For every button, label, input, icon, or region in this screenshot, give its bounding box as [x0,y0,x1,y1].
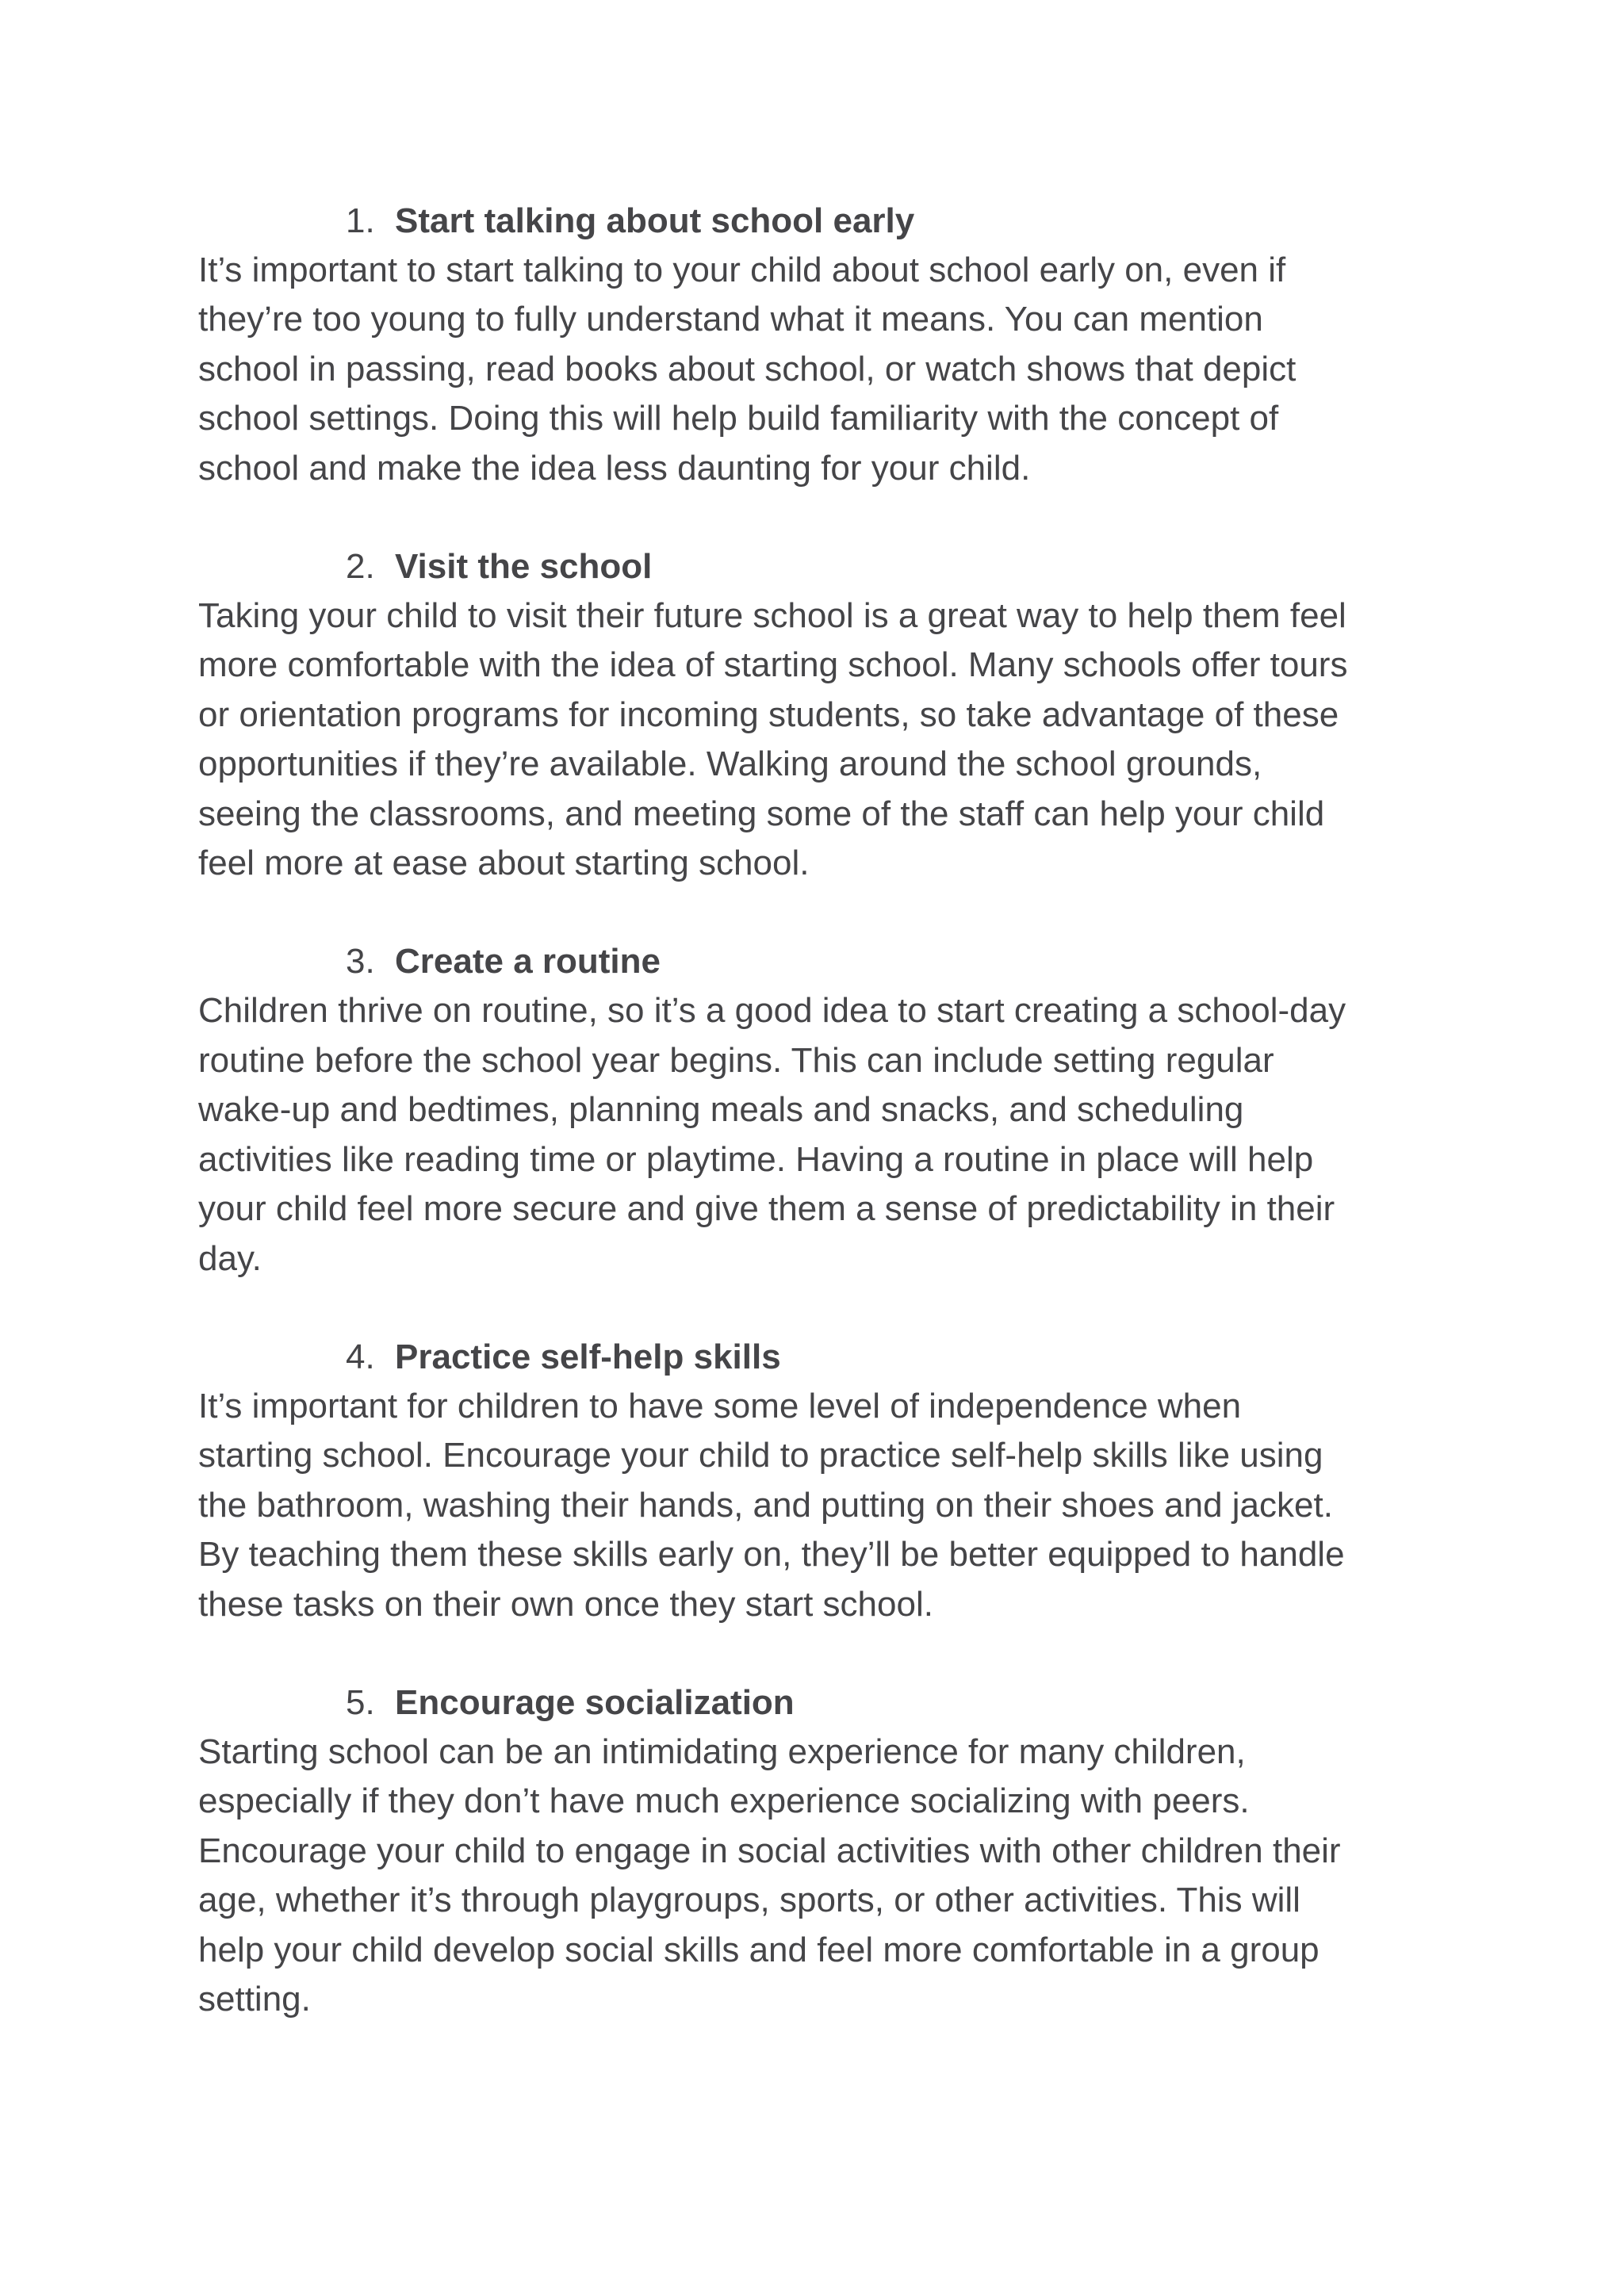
paragraph-line: these tasks on their own once they start school. [198,1584,933,1624]
section-paragraph [198,246,1451,493]
paragraph-line: the bathroom, washing their hands, and putting on their shoes and jacket. [198,1485,1333,1525]
paragraph-line: school and make the idea less daunting for your child. [198,448,1031,488]
list-number: 4. [346,1337,375,1376]
section-title: Start talking about school early [395,201,915,240]
section-paragraph [198,986,1451,1283]
paragraph-line: seeing the classrooms, and meeting some of the staff can help your child [198,794,1325,833]
section-title: Practice self-help skills [395,1337,781,1376]
paragraph-line: feel more at ease about starting school. [198,844,810,883]
paragraph-line: Starting school can be an intimidating experience for many children, [198,1732,1246,1771]
section-3 [198,937,1451,1283]
paragraph-line: age, whether it’s through playgroups, sports, or other activities. This will [198,1881,1300,1920]
paragraph-line: routine before the school year begins. This can include setting regular [198,1040,1274,1080]
paragraph-line: school in passing, read books about school, or watch shows that depict [198,349,1297,388]
paragraph-line: help your child develop social skills and feel more comfortable in a group [198,1930,1320,1969]
paragraph-line: It’s important to start talking to your child about school early on, even if [198,251,1286,289]
paragraph-line: wake-up and bedtimes, planning meals and snacks, and scheduling [198,1090,1244,1130]
section-heading [346,197,1451,246]
paragraph-line: day. [198,1238,262,1278]
section-paragraph [198,1728,1451,2024]
paragraph-line: Encourage your child to engage in social activities with other children their [198,1831,1341,1870]
paragraph-line: or orientation programs for incoming students, so take advantage of these [198,695,1339,734]
paragraph-line: more comfortable with the idea of starting school. Many schools offer tours [198,645,1348,685]
section-heading [346,542,1451,591]
list-number: 3. [346,942,375,982]
section-1 [198,197,1451,493]
paragraph-line: your child feel more secure and give them a sense of predictability in their [198,1189,1335,1229]
section-heading [346,1678,1451,1728]
paragraph-line: school settings. Doing this will help build familiarity with the concept of [198,399,1279,438]
paragraph-line: they’re too young to fully understand what it means. You can mention [198,300,1263,339]
section-heading [346,937,1451,986]
paragraph-line: especially if they don’t have much experience socializing with peers. [198,1781,1250,1821]
paragraph-line: Taking your child to visit their future school is a great way to help them feel [198,596,1346,636]
paragraph-line: starting school. Encourage your child to practice self-help skills like using [198,1436,1323,1475]
paragraph-line: It’s important for children to have some level of independence when [198,1386,1242,1425]
section-title: Encourage socialization [395,1682,795,1722]
paragraph-line: activities like reading time or playtime. Having a routine in place will help [198,1139,1314,1179]
paragraph-line: opportunities if they’re available. Walking around the school grounds, [198,744,1262,784]
section-paragraph [198,591,1451,888]
paragraph-line: Children thrive on routine, so it’s a good idea to start creating a school-day [198,991,1346,1031]
section-2 [198,542,1451,888]
document-content [198,197,1451,2073]
section-paragraph [198,1382,1451,1629]
section-title: Visit the school [395,547,653,587]
list-number: 2. [346,547,375,587]
section-4 [198,1333,1451,1629]
paragraph-line: By teaching them these skills early on, they’ll be better equipped to handle [198,1535,1345,1575]
list-number: 1. [346,201,375,240]
list-number: 5. [346,1682,375,1722]
section-heading [346,1333,1451,1382]
section-title: Create a routine [395,942,661,982]
paragraph-line: setting. [198,1979,311,2019]
section-5 [198,1678,1451,2024]
